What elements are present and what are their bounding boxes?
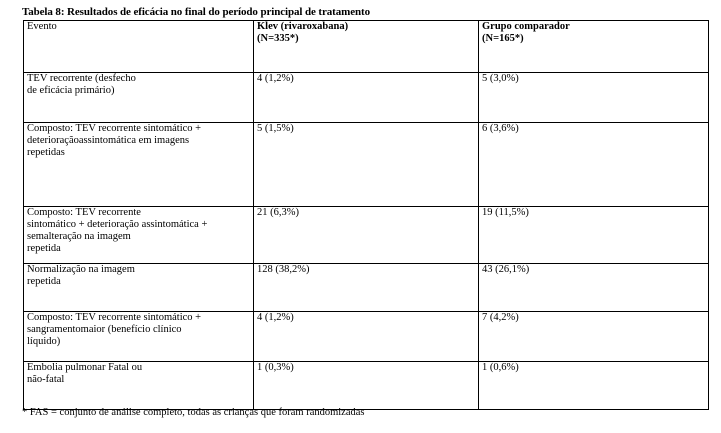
comparator-value: 7 (4,2%) [479,312,709,362]
event-line: Composto: TEV recorrente [27,207,141,218]
footnote: * FAS = conjunto de análise completo, todas as crianças que foram randomizadas [22,407,365,418]
table-row [24,362,709,410]
event-line: deterioraçãoassintomática em imagens [27,135,190,146]
table-row [24,73,709,123]
table-header-row [24,21,709,73]
klev-value: 4 (1,2%) [254,73,479,123]
table-row [24,207,709,264]
table-row [24,123,709,207]
event-line: Normalização na imagem [27,264,135,275]
event-line: sangramentomaior (benefício clínico [27,324,182,335]
event-line: de eficácia primário) [27,85,115,96]
event-line: Composto: TEV recorrente sintomático + [27,123,202,134]
event-line: não-fatal [27,374,65,385]
table-title: Tabela 8: Resultados de eficácia no final do período principal de tratamento [22,6,370,18]
header-event [24,21,254,73]
event-line: Composto: TEV recorrente sintomático + [27,312,202,323]
event-cell [24,312,254,362]
header-event-label: Evento [27,21,57,32]
event-cell [24,207,254,264]
table-row [24,312,709,362]
klev-value: 128 (38,2%) [254,264,479,312]
event-line: semalteração na imagem [27,231,131,242]
event-line: líquido) [27,336,61,347]
event-line: sintomático + deterioração assintomática + [27,219,208,230]
comparator-value: 19 (11,5%) [479,207,709,264]
comparator-value: 6 (3,6%) [479,123,709,207]
event-cell [24,73,254,123]
header-klev-name: Klev (rivaroxabana) [257,21,349,32]
event-line: TEV recorrente (desfecho [27,73,136,84]
comparator-value: 5 (3,0%) [479,73,709,123]
header-comparator [479,21,709,73]
header-klev [254,21,479,73]
event-cell [24,264,254,312]
event-line: repetida [27,276,61,287]
klev-value: 4 (1,2%) [254,312,479,362]
event-cell [24,123,254,207]
klev-value: 5 (1,5%) [254,123,479,207]
header-comparator-name: Grupo comparador [482,21,570,32]
header-comparator-n: (N=165*) [482,33,524,44]
comparator-value: 1 (0,6%) [479,362,709,410]
table-row [24,264,709,312]
event-cell [24,362,254,410]
header-klev-n: (N=335*) [257,33,299,44]
efficacy-results-table [23,20,709,410]
comparator-value: 43 (26,1%) [479,264,709,312]
event-line: repetidas [27,147,65,158]
event-line: repetida [27,243,61,254]
event-line: Embolia pulmonar Fatal ou [27,362,143,373]
klev-value: 1 (0,3%) [254,362,479,410]
klev-value: 21 (6,3%) [254,207,479,264]
